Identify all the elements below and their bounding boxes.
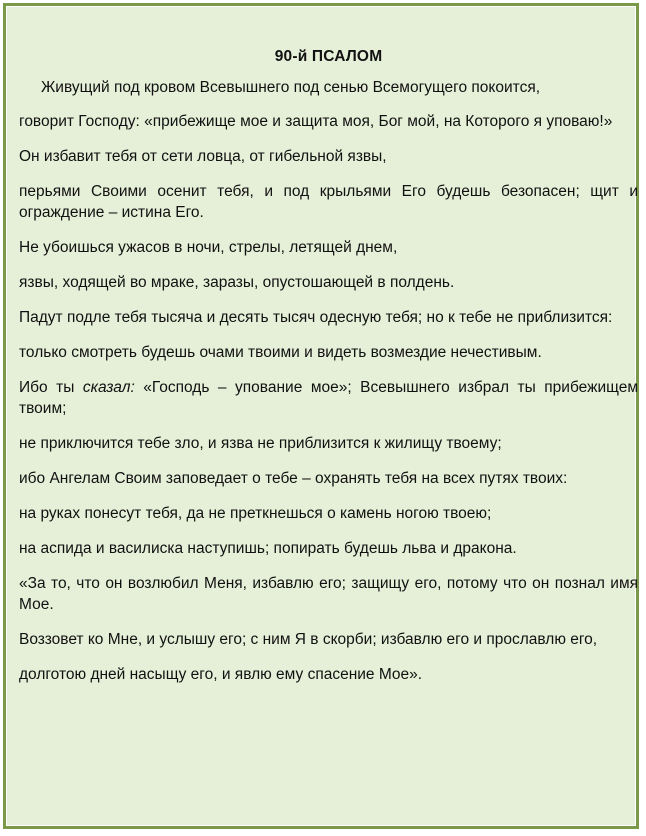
verse-2: говорит Господу: «прибежище мое и защита моя, Бог мой, на Которого я уповаю!» [19,113,613,130]
page-title: 90-й ПСАЛОМ [274,48,383,65]
verse-11: ибо Ангелам Своим заповедает о тебе – охранять тебя на всех путях твоих: [19,470,568,487]
verse-9 [19,377,638,419]
psalm-card [3,3,639,829]
verse-9-emphasis: сказал: [82,379,135,396]
verse-1: Живущий под кровом Всевышнего под сенью Всемогущего покоится, [41,79,541,96]
verse-15: Воззовет ко Мне, и услышу его; с ним Я в скорби; избавлю его и прославлю его, [19,631,598,648]
verse-3: Он избавит тебя от сети ловца, от гибельной язвы, [19,148,387,165]
verse-8: только смотреть будешь очами твоими и видеть возмездие нечестивым. [19,344,542,361]
verse-7: Падут подле тебя тысяча и десять тысяч одесную тебя; но к тебе не приблизится: [19,309,613,326]
verse-10: не приключится тебе зло, и язва не приблизится к жилищу твоему; [19,435,502,452]
verse-14: «За то, что он возлюбил Меня, избавлю его; защищу его, потому что он познал имя Мое. [19,575,638,613]
verse-6: язвы, ходящей во мраке, заразы, опустошающей в полдень. [19,274,455,291]
psalm-text [19,46,638,699]
verse-13: на аспида и василиска наступишь; попирать будешь льва и дракона. [19,540,517,557]
verse-9-after: «Господь – упование мое»; Всевышнего избрал ты прибежищем твоим; [19,379,638,417]
verse-9-before: Ибо ты [19,379,83,396]
verse-12: на руках понесут тебя, да не преткнешься о камень ногою твоею; [19,505,492,522]
verse-16: долготою дней насыщу его, и явлю ему спасение Мое». [19,666,423,683]
verse-4: перьями Своими осенит тебя, и под крыльями Его будешь безопасен; щит и ограждение – истина Его. [19,183,638,221]
verse-5: Не убоишься ужасов в ночи, стрелы, летящей днем, [19,239,398,256]
